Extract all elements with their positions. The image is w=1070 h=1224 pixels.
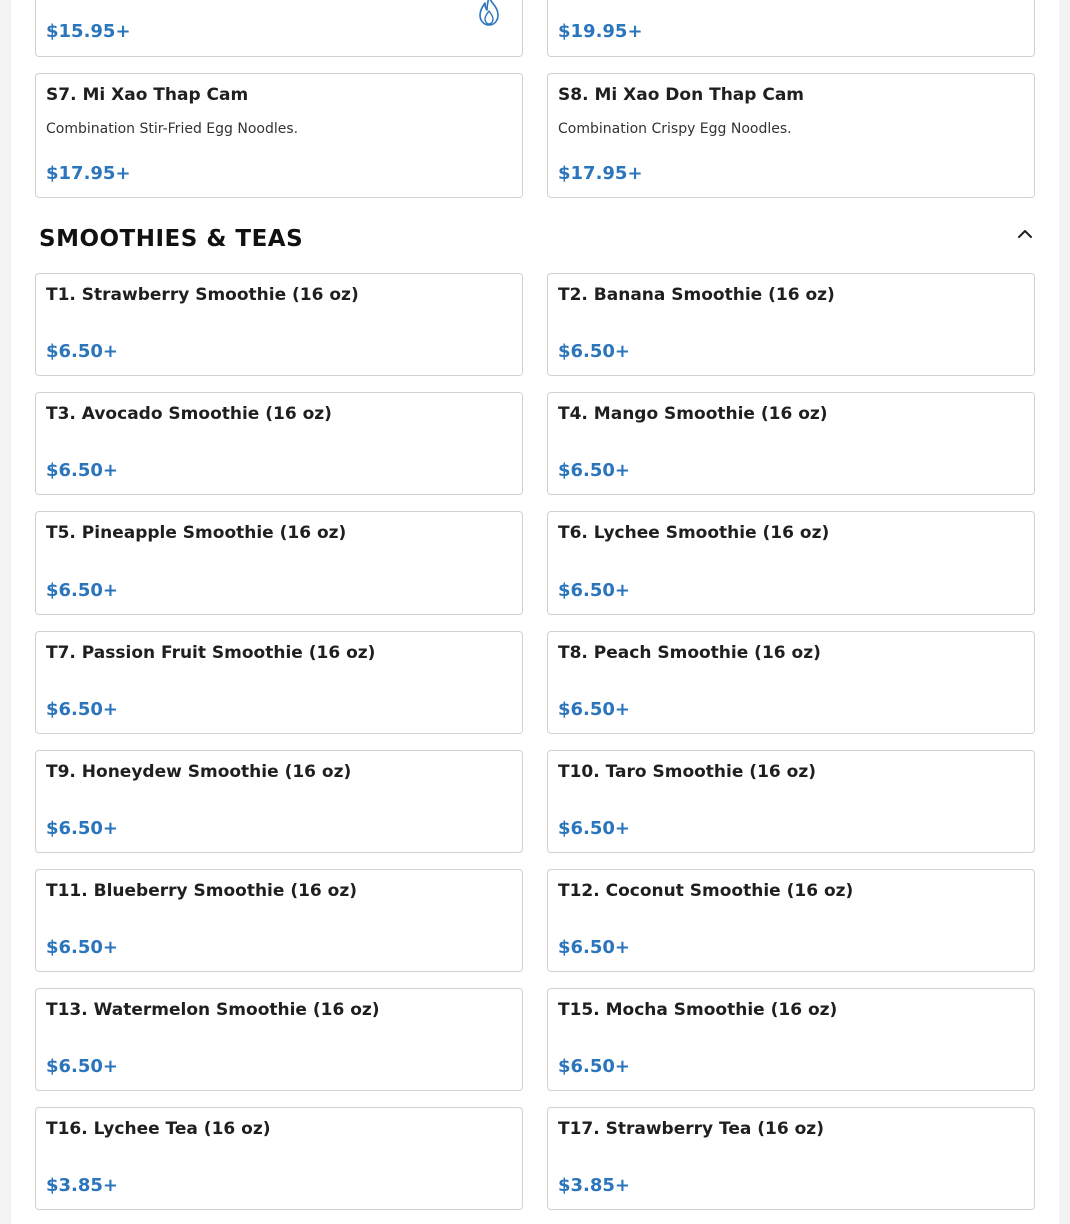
item-name: T8. Peach Smoothie (16 oz) — [558, 643, 821, 663]
menu-item-card[interactable] — [547, 0, 1035, 57]
menu-item-card[interactable] — [547, 511, 1035, 615]
item-name: T3. Avocado Smoothie (16 oz) — [46, 404, 332, 424]
item-name: T17. Strawberry Tea (16 oz) — [558, 1119, 824, 1139]
item-name: T6. Lychee Smoothie (16 oz) — [558, 523, 830, 543]
section-title: SMOOTHIES & TEAS — [39, 226, 304, 252]
item-price: $3.85+ — [558, 1175, 631, 1196]
menu-item-card[interactable] — [547, 392, 1035, 495]
menu-item-card[interactable] — [547, 869, 1035, 972]
item-price: $6.50+ — [46, 818, 119, 839]
item-price: $6.50+ — [46, 1056, 119, 1077]
menu-item-card[interactable] — [35, 1107, 523, 1210]
menu-item-card[interactable] — [35, 631, 523, 734]
menu-item-card[interactable] — [35, 511, 523, 615]
item-name: T10. Taro Smoothie (16 oz) — [558, 762, 816, 782]
item-name: S7. Mi Xao Thap Cam — [46, 85, 249, 105]
item-description: Combination Crispy Egg Noodles. — [558, 121, 792, 137]
item-price: $6.50+ — [46, 580, 119, 601]
item-price: $15.95+ — [46, 21, 131, 42]
menu-item-card[interactable] — [547, 73, 1035, 198]
item-name: T16. Lychee Tea (16 oz) — [46, 1119, 271, 1139]
item-price: $6.50+ — [46, 937, 119, 958]
item-price: $6.50+ — [558, 1056, 631, 1077]
chevron-up-icon — [1017, 224, 1033, 243]
item-price: $6.50+ — [558, 580, 631, 601]
item-price: $6.50+ — [46, 699, 119, 720]
item-name: T4. Mango Smoothie (16 oz) — [558, 404, 828, 424]
item-price: $17.95+ — [558, 163, 643, 184]
menu-item-card[interactable] — [35, 73, 523, 198]
menu-item-card[interactable] — [35, 392, 523, 495]
item-price: $3.85+ — [46, 1175, 119, 1196]
item-name: T13. Watermelon Smoothie (16 oz) — [46, 1000, 380, 1020]
item-name: T7. Passion Fruit Smoothie (16 oz) — [46, 643, 376, 663]
item-name: S8. Mi Xao Don Thap Cam — [558, 85, 805, 105]
item-price: $6.50+ — [558, 341, 631, 362]
item-name: T9. Honeydew Smoothie (16 oz) — [46, 762, 352, 782]
menu-item-card[interactable] — [547, 988, 1035, 1091]
item-name: T12. Coconut Smoothie (16 oz) — [558, 881, 854, 901]
menu-item-card[interactable] — [35, 0, 523, 57]
item-description: Combination Stir-Fried Egg Noodles. — [46, 121, 299, 137]
item-price: $19.95+ — [558, 21, 643, 42]
item-price: $6.50+ — [46, 460, 119, 481]
menu-item-card[interactable] — [547, 273, 1035, 376]
item-price: $6.50+ — [558, 818, 631, 839]
menu-item-card[interactable] — [35, 750, 523, 853]
collapse-section-button[interactable] — [1014, 222, 1036, 244]
item-price: $17.95+ — [46, 163, 131, 184]
item-name: T2. Banana Smoothie (16 oz) — [558, 285, 835, 305]
item-name: T15. Mocha Smoothie (16 oz) — [558, 1000, 838, 1020]
flame-icon — [476, 0, 502, 27]
menu-item-card[interactable] — [35, 273, 523, 376]
menu-item-card[interactable] — [35, 988, 523, 1091]
menu-item-card[interactable] — [547, 1107, 1035, 1210]
item-price: $6.50+ — [558, 699, 631, 720]
menu-item-card[interactable] — [547, 631, 1035, 734]
item-name: T11. Blueberry Smoothie (16 oz) — [46, 881, 358, 901]
item-price: $6.50+ — [46, 341, 119, 362]
menu-item-card[interactable] — [35, 869, 523, 972]
item-price: $6.50+ — [558, 460, 631, 481]
item-name: T1. Strawberry Smoothie (16 oz) — [46, 285, 359, 305]
item-name: T5. Pineapple Smoothie (16 oz) — [46, 523, 347, 543]
item-price: $6.50+ — [558, 937, 631, 958]
menu-page — [11, 0, 1059, 1224]
menu-item-card[interactable] — [547, 750, 1035, 853]
